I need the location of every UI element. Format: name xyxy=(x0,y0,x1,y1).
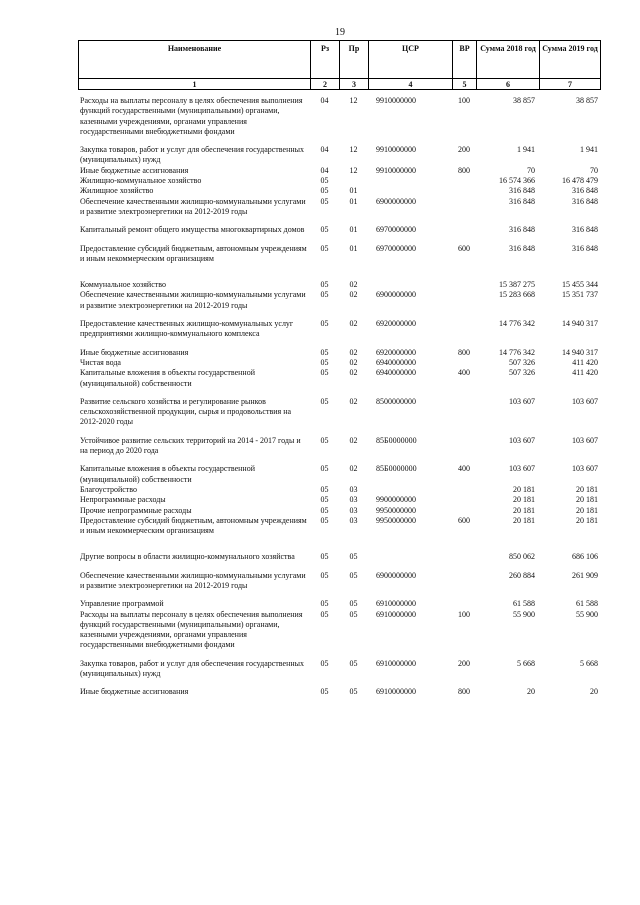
row-vr: 100 xyxy=(458,609,470,619)
row-sum-2018: 20 181 xyxy=(513,484,535,494)
row-pr: 05 xyxy=(349,658,358,668)
row-rz: 05 xyxy=(320,290,329,300)
row-rz: 04 xyxy=(320,96,329,105)
row-pr: 02 xyxy=(349,435,358,445)
row-rz: 05 xyxy=(320,319,329,329)
row-rz: 05 xyxy=(320,609,329,619)
column-number: 2 xyxy=(311,79,340,90)
row-rz: 05 xyxy=(320,225,329,235)
row-csr: 6940000000 xyxy=(376,357,416,367)
row-vr: 200 xyxy=(458,145,470,155)
row-sum-2018: 316 848 xyxy=(509,243,535,253)
row-name: Закупка товаров, работ и услуг для обеспечения государственных (муниципальных) нужд xyxy=(80,658,305,679)
row-pr: 02 xyxy=(349,280,358,290)
row-pr: 05 xyxy=(349,609,358,619)
row-sum-2019: 14 940 317 xyxy=(562,319,598,329)
table-row xyxy=(78,319,600,340)
row-sum-2018: 103 607 xyxy=(509,435,535,445)
row-sum-2018: 316 848 xyxy=(509,225,535,235)
row-sum-2019: 16 478 479 xyxy=(562,176,598,186)
row-pr: 02 xyxy=(349,396,358,406)
row-pr: 01 xyxy=(349,225,358,235)
row-csr: 6900000000 xyxy=(376,570,416,580)
row-pr: 03 xyxy=(349,515,358,525)
row-sum-2018: 16 574 366 xyxy=(499,176,535,186)
table-header xyxy=(78,40,601,90)
row-rz: 05 xyxy=(320,515,329,525)
row-rz: 05 xyxy=(320,176,329,186)
column-number: 4 xyxy=(369,79,453,90)
row-pr: 03 xyxy=(349,505,358,515)
row-vr: 400 xyxy=(458,368,470,378)
row-sum-2018: 260 884 xyxy=(509,570,535,580)
row-csr: 6920000000 xyxy=(376,319,416,329)
row-rz: 05 xyxy=(320,196,329,206)
row-name: Устойчивое развитие сельских территорий на 2014 - 2017 годы и на период до 2020 года xyxy=(80,435,301,456)
row-rz: 05 xyxy=(320,495,329,505)
row-name: Расходы на выплаты персоналу в целях обеспечения выполнения функций государственными (муниципальными) органами, казенными учреждениями, органами управления государственными внебюджетными фондами xyxy=(80,96,303,136)
row-vr: 200 xyxy=(458,658,470,668)
row-sum-2018: 850 062 xyxy=(509,552,535,562)
row-pr: 02 xyxy=(349,319,358,329)
row-csr: 8500000000 xyxy=(376,396,416,406)
row-sum-2019: 20 181 xyxy=(576,515,598,525)
row-csr: 9910000000 xyxy=(376,165,416,175)
row-csr: 6970000000 xyxy=(376,225,416,235)
row-csr: 6900000000 xyxy=(376,290,416,300)
row-pr: 02 xyxy=(349,464,358,474)
row-name: Жилищное хозяйство xyxy=(80,186,154,196)
row-name: Капитальные вложения в объекты государственной (муниципальной) собственности xyxy=(80,464,255,484)
row-vr: 600 xyxy=(458,243,470,253)
row-sum-2019: 15 455 344 xyxy=(562,280,598,290)
header-csr: ЦСР xyxy=(369,41,453,79)
row-sum-2018: 507 326 xyxy=(509,357,535,367)
table-row xyxy=(78,145,600,166)
table-row xyxy=(78,599,600,609)
table-row xyxy=(78,186,600,196)
row-pr: 01 xyxy=(349,243,358,253)
row-sum-2018: 15 283 668 xyxy=(499,290,535,300)
row-name: Предоставление качественных жилищно-коммунальных услуг предприятиями жилищно-коммунального комплекса xyxy=(80,319,294,339)
row-rz: 05 xyxy=(320,687,329,697)
column-number: 3 xyxy=(340,79,369,90)
row-csr: 6970000000 xyxy=(376,243,416,253)
row-rz: 05 xyxy=(320,243,329,253)
row-csr: 6910000000 xyxy=(376,687,416,697)
row-sum-2018: 55 900 xyxy=(513,609,535,619)
column-number: 1 xyxy=(79,79,311,90)
row-name: Жилищно-коммунальное хозяйство xyxy=(80,176,202,186)
row-pr: 02 xyxy=(349,347,358,357)
table-row xyxy=(78,358,600,368)
table-row xyxy=(78,280,600,290)
row-sum-2019: 14 940 317 xyxy=(562,347,598,357)
table-row xyxy=(78,176,600,186)
table-row xyxy=(78,348,600,358)
row-sum-2019: 70 xyxy=(590,165,598,175)
column-number: 6 xyxy=(477,79,540,90)
row-vr: 800 xyxy=(458,165,470,175)
row-pr: 02 xyxy=(349,290,358,300)
table-row xyxy=(78,197,600,218)
row-csr: 9950000000 xyxy=(376,515,416,525)
row-sum-2019: 103 607 xyxy=(572,435,598,445)
row-sum-2018: 316 848 xyxy=(509,196,535,206)
row-rz: 05 xyxy=(320,599,329,609)
column-number: 5 xyxy=(453,79,477,90)
row-name: Расходы на выплаты персоналу в целях обеспечения выполнения функций государственными (муниципальными) органами, казенными учреждениями, органами управления государственными внебюджетными фондами xyxy=(80,609,303,650)
row-rz: 05 xyxy=(320,186,329,196)
header-name: Наименование xyxy=(79,41,311,79)
header-sum-2019: Сумма 2019 год xyxy=(540,41,601,79)
row-pr: 03 xyxy=(349,484,358,494)
row-rz: 05 xyxy=(320,368,329,378)
row-rz: 05 xyxy=(320,570,329,580)
row-pr: 01 xyxy=(349,186,358,196)
row-sum-2019: 316 848 xyxy=(572,243,598,253)
table-row xyxy=(78,506,600,516)
table-row xyxy=(78,96,600,137)
row-pr: 05 xyxy=(349,570,358,580)
row-sum-2019: 1 941 xyxy=(580,145,598,155)
row-rz: 05 xyxy=(320,435,329,445)
row-sum-2018: 20 xyxy=(527,687,535,697)
row-rz: 05 xyxy=(320,505,329,515)
row-pr: 12 xyxy=(349,145,358,155)
row-csr: 6920000000 xyxy=(376,347,416,357)
row-rz: 05 xyxy=(320,280,329,290)
row-pr: 05 xyxy=(349,687,358,697)
row-name: Капитальный ремонт общего имущества многоквартирных домов xyxy=(80,225,305,235)
table-row xyxy=(78,166,600,176)
table-row xyxy=(78,495,600,505)
row-csr: 9910000000 xyxy=(376,96,416,105)
row-sum-2018: 70 xyxy=(527,165,535,175)
row-rz: 05 xyxy=(320,396,329,406)
row-name: Предоставление субсидий бюджетным, автономным учреждениям и иным некоммерческим организациям xyxy=(80,515,307,536)
table-row xyxy=(78,225,600,235)
row-name: Благоустройство xyxy=(80,484,138,494)
row-csr: 9950000000 xyxy=(376,505,416,515)
table-row xyxy=(78,290,600,311)
row-name: Закупка товаров, работ и услуг для обеспечения государственных (муниципальных) нужд xyxy=(80,145,305,165)
row-csr: 6910000000 xyxy=(376,609,416,619)
row-name: Развитие сельского хозяйства и регулирование рынков сельскохозяйственной продукции, сырья и продовольствия на 2012-2020 годы xyxy=(80,396,292,427)
row-vr: 600 xyxy=(458,515,470,525)
row-sum-2018: 38 857 xyxy=(513,96,535,105)
row-vr: 800 xyxy=(458,687,470,697)
row-name: Обеспечение качественными жилищно-коммунальными услугами и развитие электроэнергетики на 2012-2019 годы xyxy=(80,290,306,310)
row-rz: 05 xyxy=(320,464,329,474)
row-sum-2018: 507 326 xyxy=(509,368,535,378)
row-sum-2019: 103 607 xyxy=(572,396,598,406)
row-csr: 6900000000 xyxy=(376,196,416,206)
row-csr: 9900000000 xyxy=(376,495,416,505)
row-rz: 04 xyxy=(320,165,329,175)
row-pr: 03 xyxy=(349,495,358,505)
row-sum-2018: 14 776 342 xyxy=(499,347,535,357)
row-name: Непрограммные расходы xyxy=(80,495,166,505)
row-name: Другие вопросы в области жилищно-коммунального хозяйства xyxy=(80,552,295,562)
page-number: 19 xyxy=(335,27,345,38)
row-name: Обеспечение качественными жилищно-коммунальными услугами и развитие электроэнергетики на 2012-2019 годы xyxy=(80,570,306,590)
row-sum-2018: 1 941 xyxy=(517,145,535,155)
table-row xyxy=(78,436,600,457)
table-row xyxy=(78,571,600,592)
row-csr: 85Б0000000 xyxy=(376,435,417,445)
header-pr: Пр xyxy=(340,41,369,79)
row-vr: 800 xyxy=(458,347,470,357)
table-row xyxy=(78,610,600,651)
row-sum-2019: 411 420 xyxy=(572,368,598,378)
row-vr: 400 xyxy=(458,464,470,474)
table-row xyxy=(78,368,600,389)
table-row xyxy=(78,659,600,680)
row-sum-2018: 316 848 xyxy=(509,186,535,196)
table-row xyxy=(78,552,600,562)
row-sum-2019: 316 848 xyxy=(572,196,598,206)
header-sum-2018: Сумма 2018 год xyxy=(477,41,540,79)
row-rz: 05 xyxy=(320,552,329,562)
row-name: Прочие непрограммные расходы xyxy=(80,505,192,515)
row-pr: 05 xyxy=(349,599,358,609)
row-sum-2019: 686 106 xyxy=(572,552,598,562)
row-csr: 6910000000 xyxy=(376,658,416,668)
row-name: Обеспечение качественными жилищно-коммунальными услугами и развитие электроэнергетики на 2012-2019 годы xyxy=(80,196,306,216)
row-sum-2019: 20 181 xyxy=(576,484,598,494)
row-csr: 85Б0000000 xyxy=(376,464,417,474)
row-vr: 100 xyxy=(458,96,470,105)
table-row xyxy=(78,485,600,495)
row-sum-2018: 14 776 342 xyxy=(499,319,535,329)
table-row xyxy=(78,516,600,537)
row-name: Иные бюджетные ассигнования xyxy=(80,687,189,697)
header-rz: Рз xyxy=(311,41,340,79)
row-pr: 12 xyxy=(349,96,358,105)
row-sum-2019: 20 xyxy=(590,687,598,697)
row-pr: 05 xyxy=(349,552,358,562)
row-sum-2019: 61 588 xyxy=(576,599,598,609)
row-rz: 05 xyxy=(320,484,329,494)
row-rz: 05 xyxy=(320,347,329,357)
row-sum-2018: 20 181 xyxy=(513,495,535,505)
row-sum-2019: 103 607 xyxy=(572,464,598,474)
row-sum-2018: 15 387 275 xyxy=(499,280,535,290)
table-row xyxy=(78,244,600,265)
row-sum-2019: 20 181 xyxy=(576,505,598,515)
row-sum-2019: 20 181 xyxy=(576,495,598,505)
row-pr: 12 xyxy=(349,165,358,175)
row-name: Иные бюджетные ассигнования xyxy=(80,347,189,357)
row-name: Коммунальное хозяйство xyxy=(80,280,166,290)
row-sum-2018: 61 588 xyxy=(513,599,535,609)
row-rz: 04 xyxy=(320,145,329,155)
row-sum-2019: 5 668 xyxy=(580,658,598,668)
row-pr: 01 xyxy=(349,196,358,206)
row-sum-2019: 316 848 xyxy=(572,225,598,235)
row-sum-2018: 103 607 xyxy=(509,464,535,474)
row-name: Чистая вода xyxy=(80,357,121,367)
table-body xyxy=(78,96,600,698)
row-csr: 6910000000 xyxy=(376,599,416,609)
row-rz: 05 xyxy=(320,658,329,668)
row-pr: 02 xyxy=(349,368,358,378)
row-sum-2019: 15 351 737 xyxy=(562,290,598,300)
row-csr: 6940000000 xyxy=(376,368,416,378)
table-row xyxy=(78,687,600,697)
row-sum-2018: 20 181 xyxy=(513,515,535,525)
column-number: 7 xyxy=(540,79,601,90)
row-name: Предоставление субсидий бюджетным, автономным учреждениям и иным некоммерческим организациям xyxy=(80,243,307,263)
row-sum-2019: 38 857 xyxy=(576,96,598,105)
row-name: Капитальные вложения в объекты государственной (муниципальной) собственности xyxy=(80,368,255,388)
row-sum-2018: 5 668 xyxy=(517,658,535,668)
row-name: Управление программой xyxy=(80,599,164,609)
table-row xyxy=(78,397,600,428)
row-pr: 02 xyxy=(349,357,358,367)
row-sum-2018: 103 607 xyxy=(509,396,535,406)
row-sum-2019: 316 848 xyxy=(572,186,598,196)
row-sum-2019: 55 900 xyxy=(576,609,598,619)
row-sum-2019: 411 420 xyxy=(572,357,598,367)
row-sum-2018: 20 181 xyxy=(513,505,535,515)
row-csr: 9910000000 xyxy=(376,145,416,155)
table-row xyxy=(78,464,600,485)
row-name: Иные бюджетные ассигнования xyxy=(80,165,189,175)
header-vr: ВР xyxy=(453,41,477,79)
row-rz: 05 xyxy=(320,357,329,367)
row-sum-2019: 261 909 xyxy=(572,570,598,580)
